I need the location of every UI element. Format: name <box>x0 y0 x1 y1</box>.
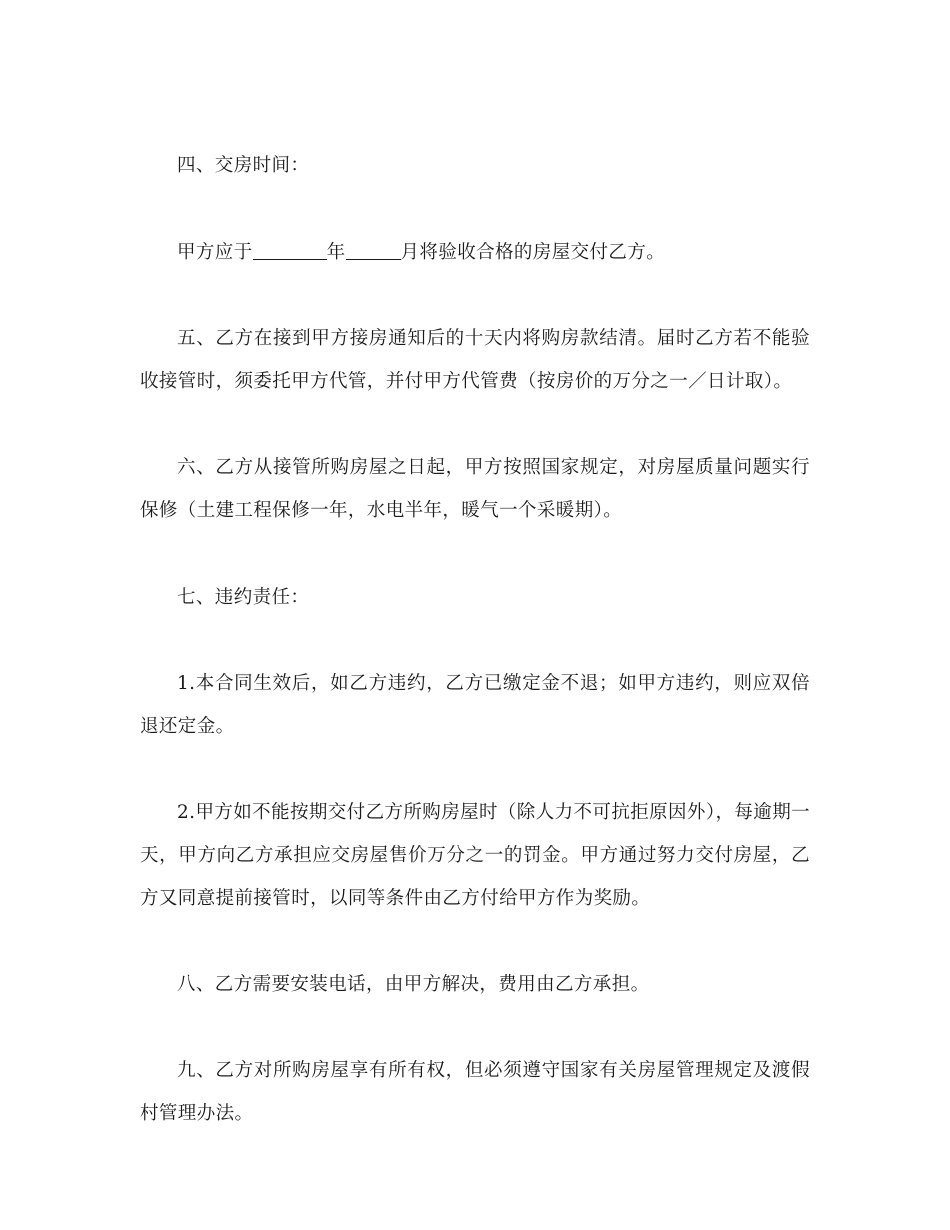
breach-item-late-delivery: 2.甲方如不能按期交付乙方所购房屋时（除人力不可抗拒原因外），每逾期一天，甲方向乙方承担应交房屋售价万分之一的罚金。甲方通过努力交付房屋，乙方又同意提前接管时，以同等条件由乙方付给甲方作为奖励。 <box>140 802 810 909</box>
section-heading-delivery-time: 四、交房时间： <box>177 155 310 176</box>
section-heading-breach-liability: 七、违约责任： <box>177 587 310 608</box>
year-label: 年 <box>326 242 346 263</box>
clause-telephone: 八、乙方需要安装电话，由甲方解决，费用由乙方承担。 <box>177 974 650 995</box>
delivery-date-clause <box>140 231 810 274</box>
month-blank-field <box>346 240 401 260</box>
breach-item-deposit: 1.本合同生效后，如乙方违约，乙方已缴定金不退；如甲方违约，则应双倍退还定金。 <box>140 673 810 737</box>
clause-warranty: 六、乙方从接管所购房屋之日起，甲方按照国家规定，对房屋质量问题实行保修（土建工程保修一年，水电半年，暖气一个采暖期）。 <box>140 457 810 521</box>
delivery-clause-tail: 月将验收合格的房屋交付乙方。 <box>400 242 666 263</box>
clause-payment-settlement: 五、乙方在接到甲方接房通知后的十天内将购房款结清。届时乙方若不能验收接管时，须委托甲方代管，并付甲方代管费（按房价的万分之一／日计取）。 <box>140 328 810 392</box>
year-blank-field <box>253 240 327 260</box>
clause-ownership: 九、乙方对所购房屋享有所有权，但必须遵守国家有关房屋管理规定及渡假村管理办法。 <box>140 1060 810 1124</box>
delivery-clause-lead: 甲方应于 <box>177 242 253 263</box>
